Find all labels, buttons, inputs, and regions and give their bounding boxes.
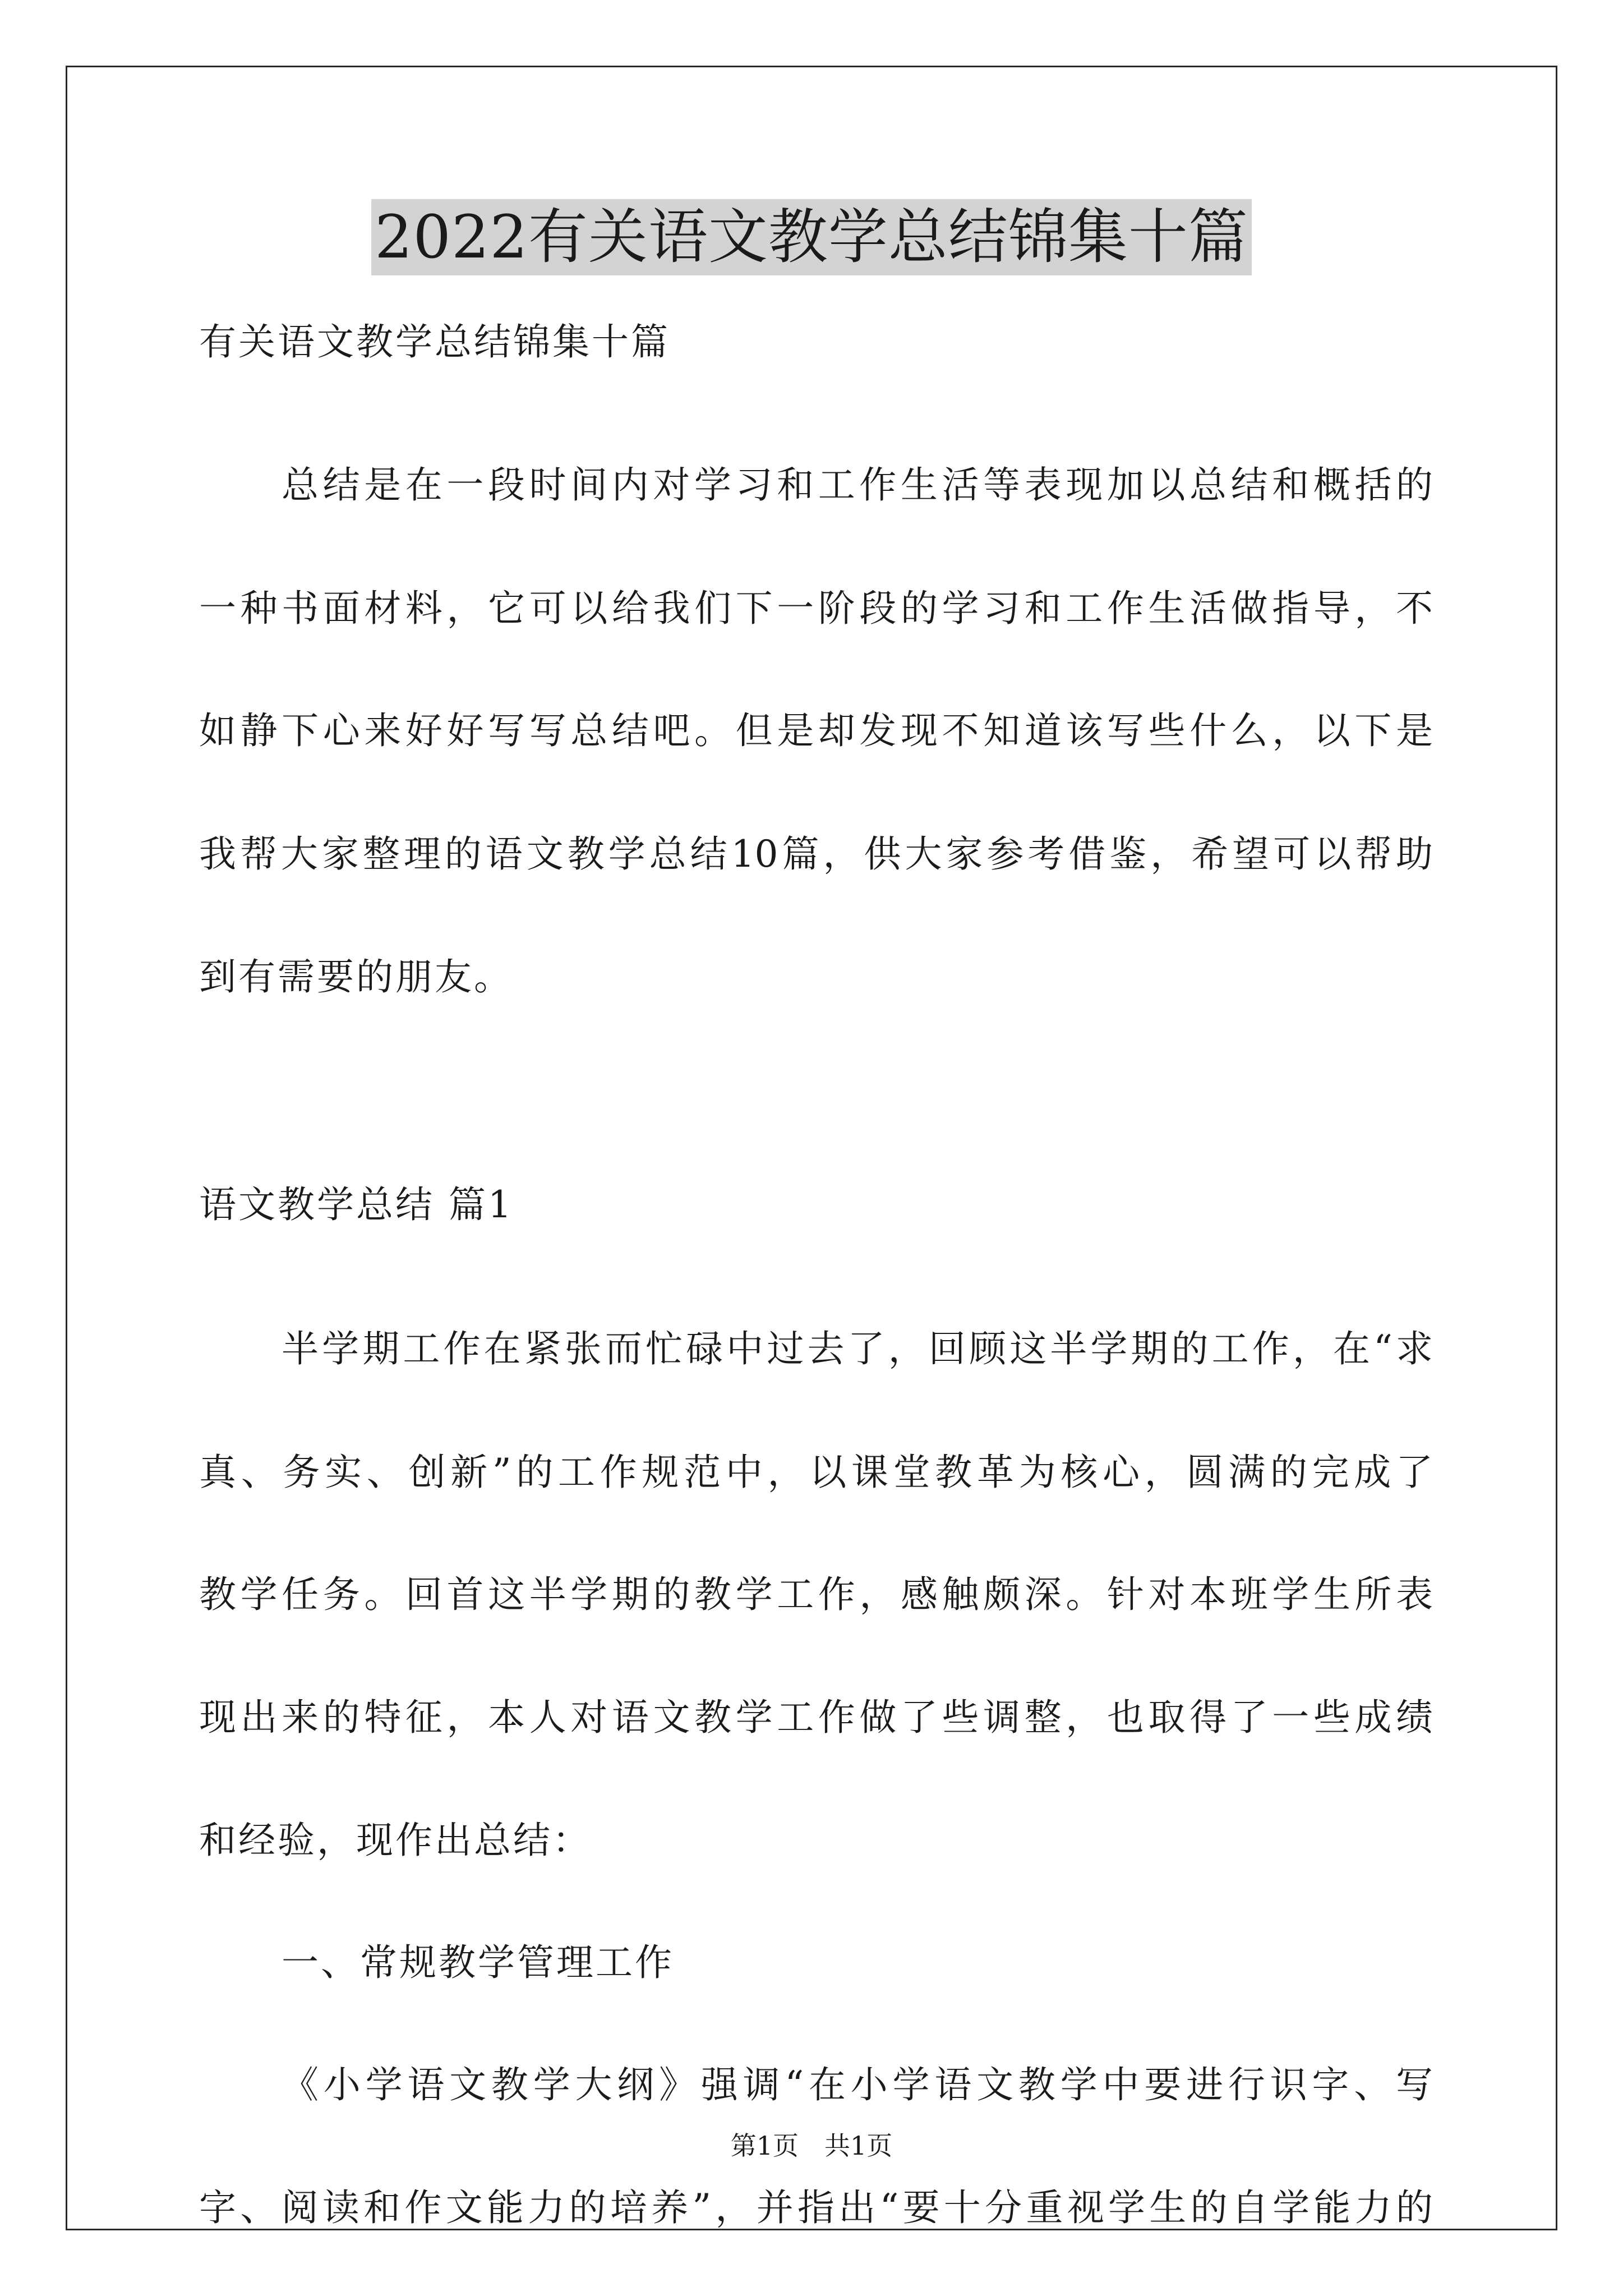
paragraph-line: 如静下心来好好写写总结吧。但是却发现不知道该写些什么，以下是 <box>199 709 1433 752</box>
paragraph-line: 和经验，现作出总结： <box>199 1819 592 1862</box>
paragraph-line: 半学期工作在紧张而忙碌中过去了，回顾这半学期的工作，在“求 <box>282 1327 1433 1370</box>
paragraph-line: 现出来的特征，本人对语文教学工作做了些调整，也取得了一些成绩 <box>199 1696 1433 1739</box>
document-title: 2022有关语文教学总结锦集十篇 <box>371 199 1252 275</box>
paragraph-line: 一种书面材料，它可以给我们下一阶段的学习和工作生活做指导，不 <box>199 587 1433 630</box>
title-block <box>0 199 1623 275</box>
paragraph-line: 《小学语文教学大纲》强调“在小学语文教学中要进行识字、写 <box>282 2063 1433 2106</box>
paragraph-line: 字、阅读和作文能力的培养”，并指出“要十分重视学生的自学能力的 <box>199 2186 1433 2229</box>
subsection-heading: 一、常规教学管理工作 <box>282 1941 674 1984</box>
subtitle-line: 有关语文教学总结锦集十篇 <box>199 320 670 364</box>
paragraph-line: 教学任务。回首这半学期的教学工作，感触颇深。针对本班学生所表 <box>199 1573 1433 1616</box>
paragraph-line: 真、务实、创新”的工作规范中，以课堂教革为核心，圆满的完成了 <box>199 1451 1433 1494</box>
paragraph-line: 我帮大家整理的语文教学总结10篇，供大家参考借鉴，希望可以帮助 <box>199 832 1433 876</box>
section-heading: 语文教学总结 篇1 <box>199 1183 514 1226</box>
page-footer: 第1页 共1页 <box>730 2131 893 2161</box>
page-border <box>66 66 1557 2230</box>
paragraph-line: 总结是在一段时间内对学习和工作生活等表现加以总结和概括的 <box>282 463 1433 507</box>
paragraph-line: 到有需要的朋友。 <box>199 955 513 999</box>
